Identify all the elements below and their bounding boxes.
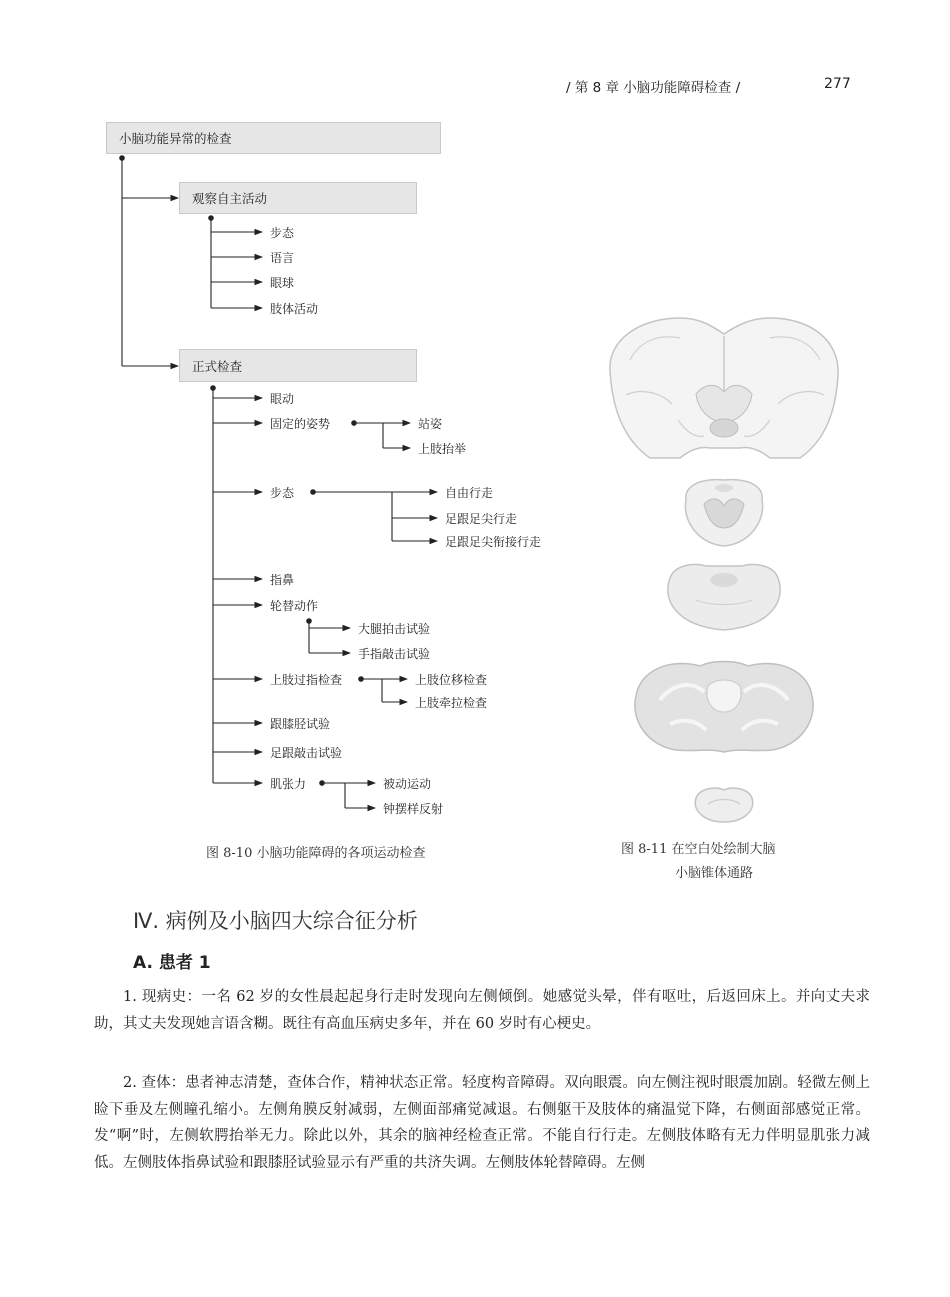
section-heading: Ⅳ. 病例及小脑四大综合征分析 <box>133 909 418 933</box>
tone-child: 被动运动 <box>383 777 432 791</box>
gait-child: 自由行走 <box>445 486 494 500</box>
formal-label: 正式检查 <box>192 358 243 374</box>
formal-item-finger-nose: 指鼻 <box>270 573 295 587</box>
gait-child: 足跟足尖行走 <box>445 512 518 526</box>
formal-item-overshoot: 上肢过指检查 <box>270 673 343 687</box>
tone-child: 钟摆样反射 <box>383 802 444 816</box>
chapter-title: / 第 8 章 小脑功能障碍检查 / <box>566 80 741 96</box>
formal-item-eye: 眼动 <box>270 392 295 406</box>
overshoot-child: 上肢牵拉检查 <box>415 696 488 710</box>
formal-item-alternating: 轮替动作 <box>270 599 319 613</box>
figure-8-10-caption: 图 8-10 小脑功能障碍的各项运动检查 <box>206 846 426 861</box>
formal-item-posture: 固定的姿势 <box>270 417 331 431</box>
brain-sections-svg <box>600 300 850 830</box>
formal-item-tone: 肌张力 <box>270 777 307 791</box>
subsection-heading: A. 患者 1 <box>133 953 211 973</box>
examination-tree-diagram <box>0 0 600 880</box>
overshoot-child: 上肢位移检查 <box>415 673 488 687</box>
figure-8-11-caption-line1: 图 8-11 在空白处绘制大脑 <box>621 842 776 857</box>
observe-item: 步态 <box>270 226 295 240</box>
formal-item-heel-knee: 跟膝胫试验 <box>270 717 331 731</box>
observe-item: 眼球 <box>270 276 295 290</box>
cerebrum-coronal-section <box>610 318 838 458</box>
medulla-section <box>695 788 752 822</box>
midbrain-section <box>685 480 762 546</box>
root-label: 小脑功能异常的检查 <box>119 131 232 146</box>
alternating-child: 手指敲击试验 <box>358 647 431 661</box>
observe-box <box>179 182 417 214</box>
alternating-child: 大腿拍击试验 <box>358 622 431 636</box>
page-number: 277 <box>824 76 851 92</box>
observe-item: 语言 <box>270 251 295 265</box>
observe-label: 观察自主活动 <box>192 191 268 206</box>
formal-item-heel-tap: 足跟敲击试验 <box>270 746 343 760</box>
posture-child: 上肢抬举 <box>418 442 467 456</box>
cerebellum-section <box>635 662 813 753</box>
root-box <box>106 122 441 154</box>
formal-item-gait: 步态 <box>270 486 295 500</box>
gait-child: 足跟足尖衔接行走 <box>445 535 542 549</box>
observe-item: 肢体活动 <box>270 302 319 316</box>
pons-section <box>668 565 780 631</box>
paragraph-history: 1. 现病史：一名 62 岁的女性晨起起身行走时发现向左侧倾倒。她感觉头晕，伴有呕吐，后返回床上。并向丈夫求助，其丈夫发现她言语含糊。既往有高血压病史多年，并在 60 岁时有心梗史。 <box>94 989 870 1032</box>
paragraph-exam: 2. 查体：患者神志清楚，查体合作，精神状态正常。轻度构音障碍。双向眼震。向左侧注视时眼震加剧。轻微左侧上睑下垂及左侧瞳孔缩小。左侧角膜反射减弱，左侧面部痛觉减退。右侧躯干及肢体的痛温觉下降，右侧面部感觉正常。发“啊”时，左侧软腭抬举无力。除此以外，其余的脑神经检查正常。不能自行行走。左侧肢体略有无力伴明显肌张力减低。左侧肢体指鼻试验和跟膝胫试验显示有严重的共济失调。左侧肢体轮替障碍。左侧 <box>94 1075 870 1171</box>
brain-section-illustration <box>600 300 850 830</box>
figure-8-11-caption-line2: 小脑锥体通路 <box>675 866 754 881</box>
posture-child: 站姿 <box>418 417 443 431</box>
formal-box <box>179 349 417 382</box>
